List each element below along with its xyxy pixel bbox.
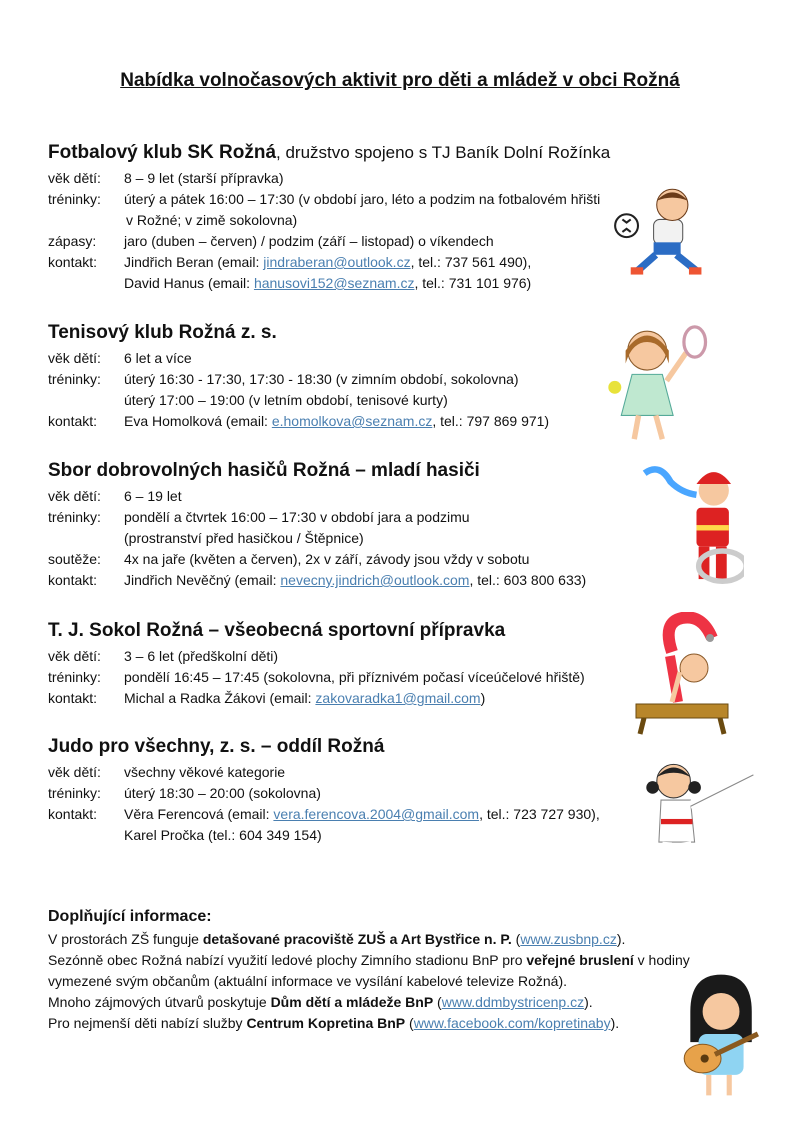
section-title: Judo pro všechny, z. s. – oddíl Rožná — [48, 736, 385, 757]
training-value: úterý 16:30 - 17:30, 17:30 - 18:30 (v zimním období, sokolovna) — [124, 371, 519, 387]
age-value: 6 – 19 let — [124, 488, 182, 504]
email-link[interactable]: zakovaradka1@gmail.com — [315, 690, 481, 706]
section-title: T. J. Sokol Rožná – všeobecná sportovní přípravka — [48, 620, 506, 641]
age-value: 6 let a více — [124, 350, 192, 366]
age-value: všechny věkové kategorie — [124, 764, 286, 780]
firefighter-boy-icon — [636, 460, 744, 588]
contact-value: Věra Ferencová (email: vera.ferencova.2004@gmail.com, tel.: 723 727 930), — [124, 806, 600, 822]
judo-girl-icon — [640, 758, 766, 882]
page-title: Nabídka volnočasových aktivit pro děti a mládež v obci Rožná — [120, 70, 680, 91]
section-firefighters: Sbor dobrovolných hasičů Rožná – mladí hasiči věk dětí: 6 – 19 let tréninky: pondělí a čtvrtek 16:00 – 17:30 v období jara a podzimu (prostranství před hasičkou / Štěpnice) soutěže: 4x na jaře (květen a červen), 2x v září, závody jsou vždy v sobotu kontakt: Jindřich Nevěčný (email: nevecny.jindrich@outlook.com, tel.: 603 800 633) — [48, 460, 668, 591]
training-value: pondělí a čtvrtek 16:00 – 17:30 v období jara a podzimu — [124, 509, 470, 525]
additional-info: Doplňující informace: V prostorách ZŠ funguje detašované pracoviště ZUŠ a Art Bystřice n. P. (www.zusbnp.cz). Sezónně obec Rožná nabízí využití ledové plochy Zimního stadionu BnP pro veřejné bruslení v hodiny vymezené svým občanům (aktuální informace ve vysílání kabelové televize Rožná). Mnoho zájmových útvarů poskytuje Dům dětí a mládeže BnP (www.ddmbystricenp.cz). Pro nejmenší děti nabízí služby Centrum Kopretina BnP (www.facebook.com/kopretinaby). — [48, 906, 788, 1034]
section-tennis: Tenisový klub Rožná z. s. věk dětí: 6 let a více tréninky: úterý 16:30 - 17:30, 17:30 - 18:30 (v zimním období, sokolovna) úterý 17:00 – 19:00 (v letním období, tenisové kurty) kontakt: Eva Homolková (email: e.homolkova@seznam.cz, tel.: 797 869 971) — [48, 322, 668, 432]
contact-value: Michal a Radka Žákovi (email: zakovaradka1@gmail.com) — [124, 690, 486, 706]
age-value: 8 – 9 let (starší přípravka) — [124, 170, 284, 186]
section-title: Sbor dobrovolných hasičů Rožná – mladí hasiči — [48, 460, 480, 481]
email-link[interactable]: jindraberan@outlook.cz — [263, 254, 411, 270]
contact-value: Eva Homolková (email: e.homolkova@seznam.cz, tel.: 797 869 971) — [124, 413, 550, 429]
contact-value: Jindřich Nevěčný (email: nevecny.jindrich@outlook.com, tel.: 603 800 633) — [124, 572, 587, 588]
email-link[interactable]: e.homolkova@seznam.cz — [271, 413, 433, 429]
training-value: úterý 18:30 – 20:00 (sokolovna) — [124, 785, 321, 801]
additional-info-heading: Doplňující informace: — [48, 908, 212, 925]
email-link[interactable]: hanusovi152@seznam.cz — [253, 275, 415, 291]
matches-value: jaro (duben – červen) / podzim (září – listopad) o víkendech — [124, 233, 494, 249]
gymnast-boy-icon — [632, 612, 732, 736]
ddm-link[interactable]: www.ddmbystricenp.cz — [441, 994, 585, 1010]
training-value: pondělí 16:45 – 17:45 (sokolovna, při příznivém počasí víceúčelové hřiště) — [124, 669, 585, 685]
section-sokol: T. J. Sokol Rožná – všeobecná sportovní přípravka věk dětí: 3 – 6 let (předškolní děti) tréninky: pondělí 16:45 – 17:45 (sokolovna, při příznivém počasí víceúčelové hřiště) kontakt: Michal a Radka Žákovi (email: zakovaradka1@gmail.com) — [48, 620, 668, 709]
guitar-girl-icon — [676, 970, 762, 1100]
competitions-value: 4x na jaře (květen a červen), 2x v září, závody jsou vždy v sobotu — [124, 551, 530, 567]
football-player-icon — [612, 182, 716, 286]
tennis-girl-icon — [604, 320, 712, 446]
contact-value: Jindřich Beran (email: jindraberan@outlook.cz, tel.: 737 561 490), — [124, 254, 532, 270]
email-link[interactable]: nevecny.jindrich@outlook.com — [280, 572, 470, 588]
zus-link[interactable]: www.zusbnp.cz — [520, 931, 617, 947]
training-value: úterý a pátek 16:00 – 17:30 (v období jaro, léto a podzim na fotbalovém hřišti — [124, 191, 601, 207]
age-value: 3 – 6 let (předškolní děti) — [124, 648, 279, 664]
email-link[interactable]: vera.ferencova.2004@gmail.com — [273, 806, 480, 822]
section-judo: Judo pro všechny, z. s. – oddíl Rožná věk dětí: všechny věkové kategorie tréninky: úterý 18:30 – 20:00 (sokolovna) kontakt: Věra Ferencová (email: vera.ferencova.2004@gmail.com, tel.: 723 727 930), Karel Pročka (tel.: 604 349 154) — [48, 736, 668, 846]
section-title: Fotbalový klub SK Rožná, družstvo spojeno s TJ Baník Dolní Rožínka — [48, 142, 611, 163]
section-football: Fotbalový klub SK Rožná, družstvo spojeno s TJ Baník Dolní Rožínka věk dětí: 8 – 9 let (starší přípravka) tréninky: úterý a pátek 16:00 – 17:30 (v období jaro, léto a podzim na fotbalovém hřišti v Rožné; v zimě sokolovna) zápasy: jaro (duben – červen) / podzim (září – listopad) o víkendech kontakt: Jindřich Beran (email: jindraberan@outlook.cz, tel.: 737 561 490), David Hanus (email: hanusovi152@seznam.cz, tel.: 731 101 976) — [48, 142, 668, 294]
section-title: Tenisový klub Rožná z. s. — [48, 322, 277, 343]
kopretina-link[interactable]: www.facebook.com/kopretinaby — [413, 1015, 611, 1031]
